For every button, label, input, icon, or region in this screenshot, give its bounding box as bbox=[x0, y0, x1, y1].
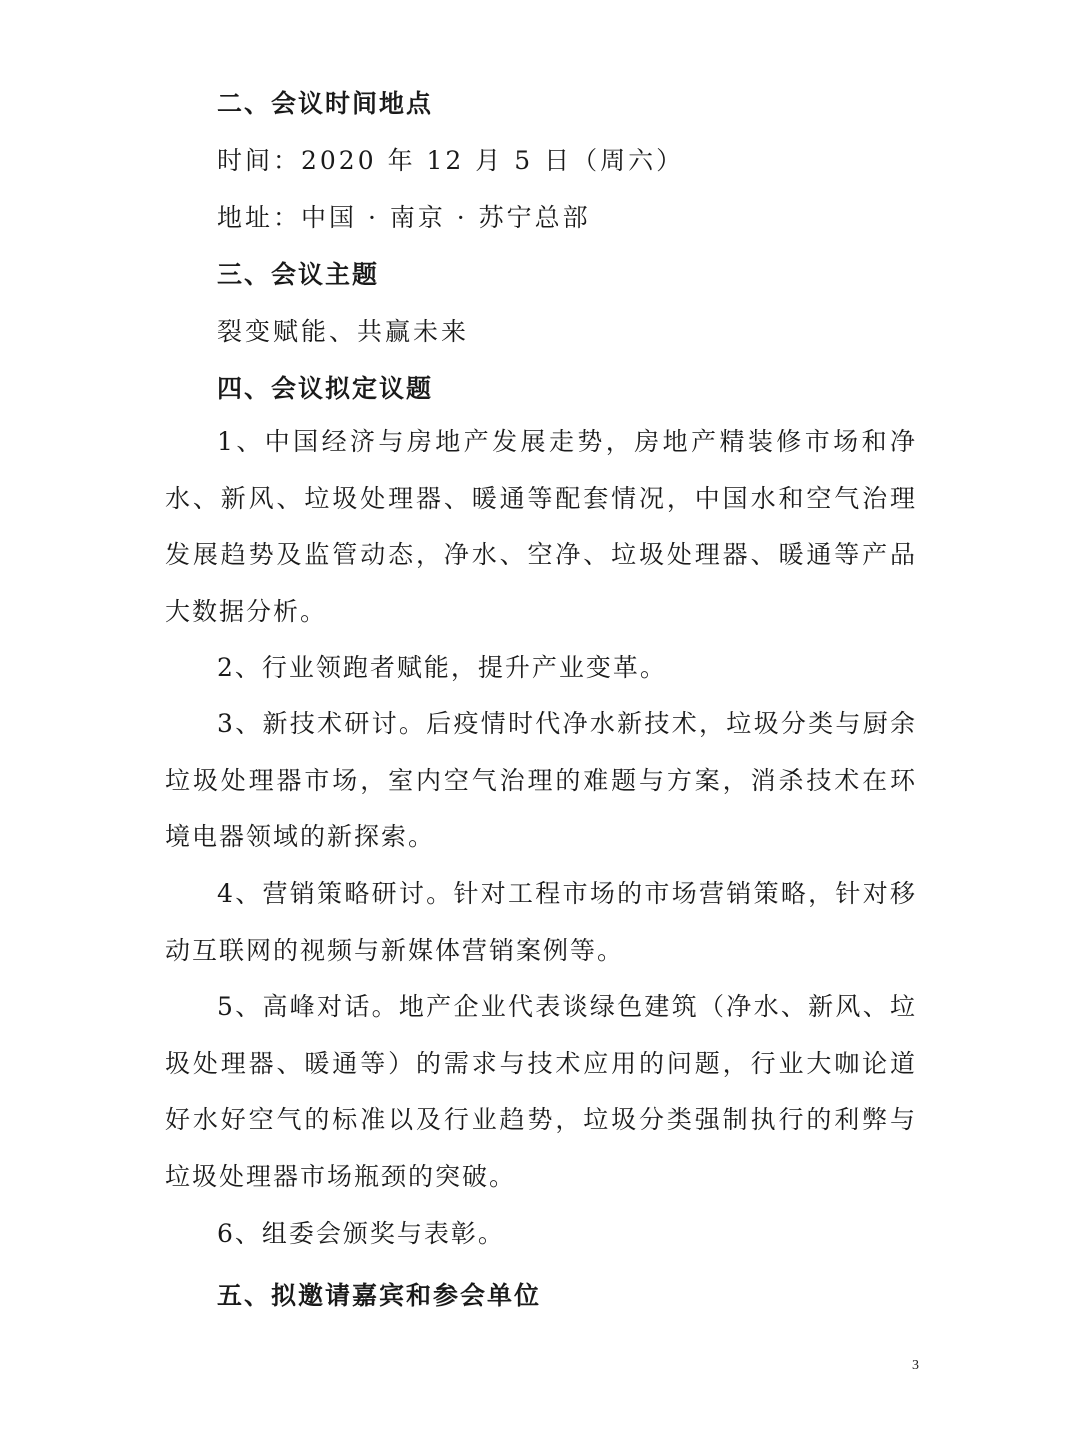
topic-item-6: 6、组委会颁奖与表彰。 bbox=[217, 1219, 505, 1248]
section-heading-topics: 四、会议拟定议题 bbox=[217, 374, 434, 403]
topic-item-2: 2、行业领跑者赋能，提升产业变革。 bbox=[217, 653, 667, 682]
section-heading-theme: 三、会议主题 bbox=[217, 260, 380, 289]
page-number: 3 bbox=[912, 1358, 919, 1373]
topic-item-4: 4、营销策略研讨。针对工程市场的市场营销策略，针对移动互联网的视频与新媒体营销案例等。 bbox=[165, 879, 917, 965]
meeting-address: 地址：中国 · 南京 · 苏宁总部 bbox=[217, 203, 591, 232]
topic-item-3: 3、新技术研讨。后疫情时代净水新技术，垃圾分类与厨余垃圾处理器市场，室内空气治理的难题与方案，消杀技术在环境电器领域的新探索。 bbox=[165, 709, 917, 851]
section-heading-time-location: 二、会议时间地点 bbox=[217, 89, 434, 118]
topic-item-1: 1、中国经济与房地产发展走势，房地产精装修市场和净水、新风、垃圾处理器、暖通等配套情况，中国水和空气治理发展趋势及监管动态，净水、空净、垃圾处理器、暖通等产品大数据分析。 bbox=[165, 427, 917, 626]
section-heading-guests: 五、拟邀请嘉宾和参会单位 bbox=[217, 1281, 542, 1310]
meeting-time: 时间：2020 年 12 月 5 日（周六） bbox=[217, 146, 685, 175]
topic-item-5: 5、高峰对话。地产企业代表谈绿色建筑（净水、新风、垃圾处理器、暖通等）的需求与技术应用的问题，行业大咖论道好水好空气的标准以及行业趋势，垃圾分类强制执行的利弊与垃圾处理器市场瓶颈的突破。 bbox=[165, 992, 917, 1191]
meeting-theme: 裂变赋能、共赢未来 bbox=[217, 317, 470, 346]
